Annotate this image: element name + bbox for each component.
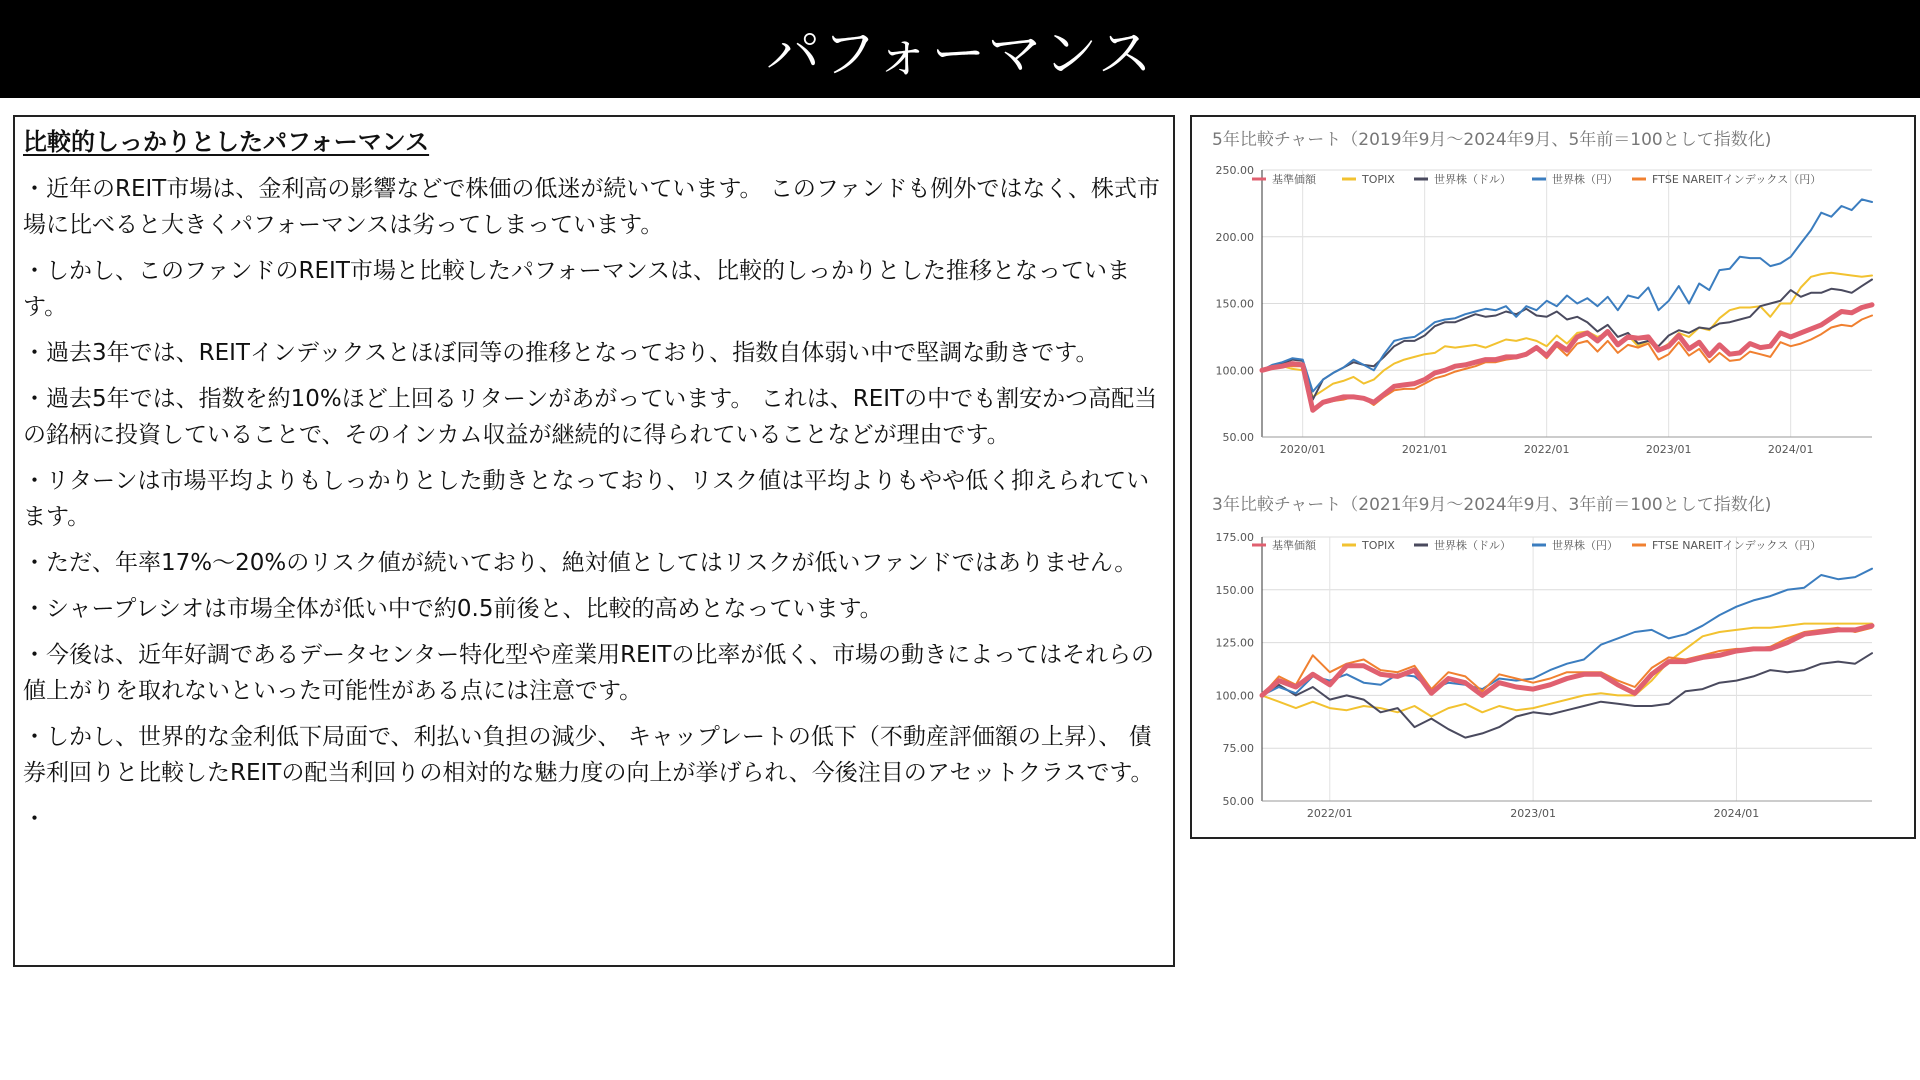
chart-1 (1212, 129, 1872, 456)
paragraph: ・過去5年では、指数を約10%ほど上回るリターンがあがっています。 これは、REITの中でも割安かつ高配当の銘柄に投資していることで、そのインカム収益が継続的に得られていることなどが理由です。 (23, 386, 1158, 448)
x-tick-label: 2024/01 (1767, 443, 1814, 456)
legend-label: 世界株（ドル） (1434, 173, 1511, 186)
legend-label: 世界株（ドル） (1434, 539, 1511, 552)
page-title: パフォーマンス (766, 21, 1154, 85)
legend-label: TOPIX (1362, 539, 1395, 552)
y-tick-label: 50.00 (1222, 795, 1254, 808)
paragraph: ・ (23, 806, 46, 832)
y-tick-label: 200.00 (1215, 230, 1254, 244)
legend-label: 基準価額 (1272, 539, 1316, 552)
x-tick-label: 2023/01 (1645, 443, 1692, 456)
legend-label: 基準価額 (1272, 173, 1316, 186)
x-tick-label: 2024/01 (1713, 807, 1760, 820)
series-line (1262, 628, 1872, 696)
chart-panel (1190, 115, 1916, 839)
x-tick-label: 2022/01 (1306, 807, 1353, 820)
x-tick-label: 2023/01 (1510, 807, 1556, 820)
y-tick-label: 175.00 (1215, 531, 1254, 544)
paragraph: ・リターンは市場平均よりもしっかりとした動きとなっており、リスク値は平均よりもやや低く抑えられています。 (23, 468, 1150, 530)
paragraph: ・しかし、このファンドのREIT市場と比較したパフォーマンスは、比較的しっかりとした推移となっています。 (23, 258, 1131, 320)
paragraph: ・過去3年では、REITインデックスとほぼ同等の推移となっており、指数自体弱い中で堅調な動きです。 (23, 340, 1099, 366)
paragraph: ・近年のREIT市場は、金利高の影響などで株価の低迷が続いています。 このファンドも例外ではなく、株式市場に比べると大きくパフォーマンスは劣ってしまっています。 (23, 176, 1160, 238)
y-tick-label: 50.00 (1222, 431, 1254, 444)
legend-label: FTSE NAREITインデックス（円） (1652, 539, 1822, 552)
legend-label: 世界株（円） (1552, 539, 1618, 552)
chart-2 (1212, 494, 1872, 820)
paragraph: ・ただ、年率17%〜20%のリスク値が続いており、絶対値としてはリスクが低いファンドではありません。 (23, 550, 1138, 576)
y-tick-label: 150.00 (1215, 583, 1254, 597)
charts-svg (1192, 117, 1914, 837)
legend-label: TOPIX (1362, 173, 1395, 186)
y-tick-label: 75.00 (1222, 742, 1254, 756)
series-line (1262, 624, 1872, 717)
panel-heading: 比較的しっかりとしたパフォーマンス (23, 128, 430, 156)
x-tick-label: 2020/01 (1279, 443, 1326, 456)
y-tick-label: 100.00 (1215, 689, 1254, 703)
title-bar (0, 0, 1920, 98)
series-line (1262, 280, 1872, 400)
y-tick-label: 250.00 (1215, 164, 1254, 177)
paragraph: ・シャープレシオは市場全体が低い中で約0.5前後と、比較的高めとなっています。 (23, 596, 883, 622)
paragraph: ・しかし、世界的な金利低下局面で、利払い負担の減少、 キャップレートの低下（不動産評価額の上昇）、 債券利回りと比較したREITの配当利回りの相対的な魅力度の向上が挙げられ、今後注目のアセットクラスです。 (23, 724, 1154, 786)
y-tick-label: 125.00 (1215, 636, 1254, 650)
x-tick-label: 2022/01 (1523, 443, 1570, 456)
paragraph: ・今後は、近年好調であるデータセンター特化型や産業用REITの比率が低く、市場の動きによってはそれらの値上がりを取れないといった可能性がある点には注意です。 (23, 642, 1154, 704)
y-tick-label: 100.00 (1215, 364, 1254, 378)
x-tick-label: 2021/01 (1401, 443, 1448, 456)
series-line (1262, 305, 1872, 411)
text-panel (13, 115, 1175, 967)
legend-label: 世界株（円） (1552, 173, 1618, 186)
series-line (1262, 626, 1872, 696)
chart-title: 5年比較チャート（2019年9月〜2024年9月、5年前＝100として指数化) (1212, 130, 1772, 150)
y-tick-label: 150.00 (1215, 297, 1254, 311)
chart-title: 3年比較チャート（2021年9月〜2024年9月、3年前＝100として指数化) (1212, 495, 1772, 515)
legend-label: FTSE NAREITインデックス（円） (1652, 173, 1822, 186)
